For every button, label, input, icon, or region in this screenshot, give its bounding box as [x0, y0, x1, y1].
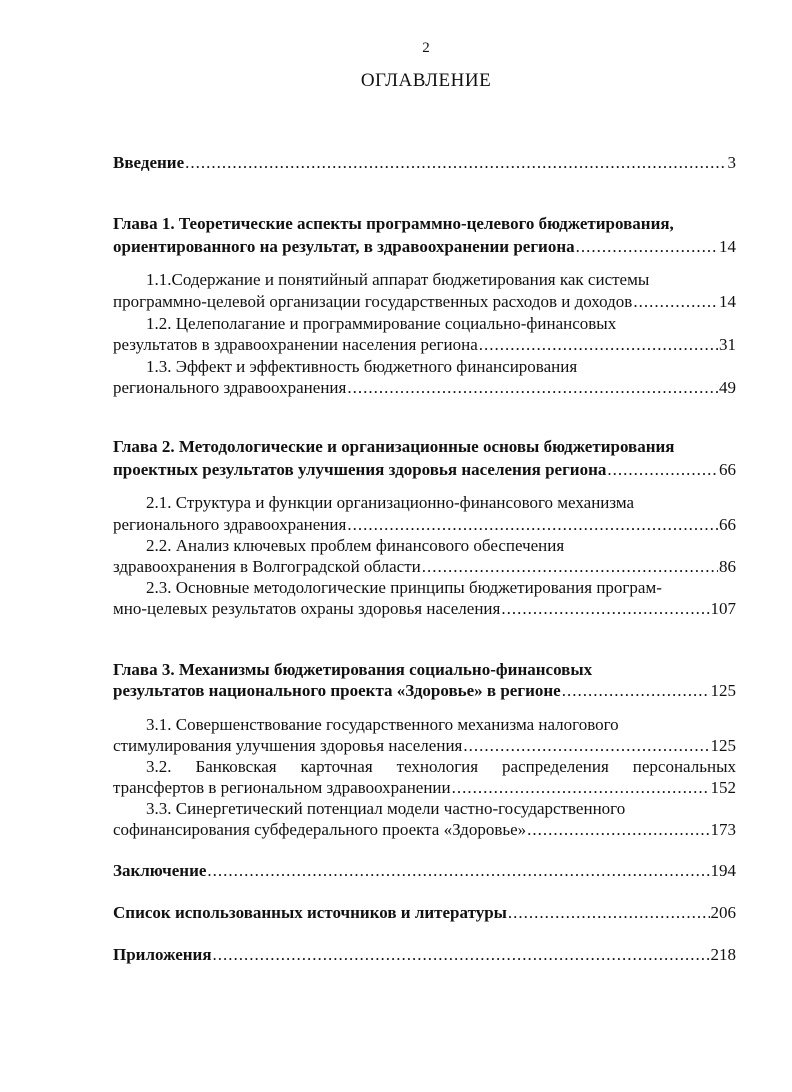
toc-entry-label: Введение [113, 153, 185, 172]
toc-entry-section-3-3 [113, 819, 736, 841]
toc-entry-label: программно-целевой организации государственных расходов и доходов [113, 292, 633, 311]
toc-page-number: 152 [710, 778, 736, 797]
section-1-1-line1: 1.1.Содержание и понятийный аппарат бюджетирования как системы [146, 270, 650, 289]
leader-dots [479, 334, 718, 356]
page-title: ОГЛАВЛЕНИЕ [360, 70, 492, 91]
toc-page-number: 66 [719, 460, 736, 479]
toc-entry-label: Список использованных источников и литературы [113, 903, 507, 922]
chapter-2-heading-line1: Глава 2. Методологические и организационные основы бюджетирования [113, 437, 675, 456]
leader-dots [527, 819, 709, 841]
leader-dots [422, 556, 718, 578]
toc-entry-section-3-2 [113, 777, 736, 799]
toc-entry-section-2-3 [113, 598, 736, 620]
toc-page-number: 66 [719, 515, 736, 534]
toc-entry-section-1-2 [113, 334, 736, 356]
leader-dots [347, 514, 718, 536]
toc-page-number: 125 [710, 681, 736, 700]
section-1-3-line1: 1.3. Эффект и эффективность бюджетного финансирования [146, 357, 578, 376]
toc-page-number: 14 [719, 237, 736, 256]
toc-entry-label: Заключение [113, 861, 207, 880]
toc-entry-label: здравоохранения в Волгоградской области [113, 557, 421, 576]
section-2-2-line1: 2.2. Анализ ключевых проблем финансового обеспечения [146, 536, 565, 555]
leader-dots [463, 735, 709, 757]
toc-page-number: 31 [719, 335, 736, 354]
toc-page-number: 107 [710, 599, 736, 618]
toc-entry-conclusion [113, 860, 736, 882]
toc-page-number: 206 [710, 903, 736, 922]
toc-entry-references [113, 902, 736, 924]
section-3-1-line1: 3.1. Совершенствование государственного механизма налогового [146, 715, 619, 734]
toc-entry-label: регионального здравоохранения [113, 515, 347, 534]
leader-dots [213, 944, 710, 966]
page-number: 2 [422, 40, 430, 56]
toc-page-number: 218 [710, 945, 736, 964]
toc-entry-appendices [113, 944, 736, 966]
section-3-3-line1: 3.3. Синергетический потенциал модели частно-государственного [146, 799, 626, 818]
toc-entry-label: Приложения [113, 945, 212, 964]
leader-dots [576, 236, 718, 258]
section-3-2-line1: 3.2. Банковская карточная технология распределения персональных [146, 757, 736, 776]
toc-entry-section-1-3 [113, 377, 736, 399]
leader-dots [452, 777, 710, 799]
toc-entry-label: трансфертов в региональном здравоохранении [113, 778, 451, 797]
toc-page-number: 49 [719, 378, 736, 397]
toc-page-number: 86 [719, 557, 736, 576]
toc-entry-label: мно-целевых результатов охраны здоровья населения [113, 599, 501, 618]
section-2-3-line1: 2.3. Основные методологические принципы бюджетирования програм- [146, 578, 662, 597]
toc-page-number: 173 [710, 820, 736, 839]
toc-entry-label: софинансирования субфедерального проекта «Здоровье» [113, 820, 527, 839]
toc-entry-label: результатов национального проекта «Здоровье» в регионе [113, 681, 561, 700]
toc-entry-label: регионального здравоохранения [113, 378, 347, 397]
toc-entry-intro [113, 152, 736, 174]
toc-entry-label: стимулирования улучшения здоровья населения [113, 736, 463, 755]
leader-dots [562, 680, 710, 702]
chapter-1-heading-line1: Глава 1. Теоретические аспекты программно-целевого бюджетирования, [113, 214, 674, 233]
toc-entry-section-1-1 [113, 291, 736, 313]
leader-dots [501, 598, 709, 620]
leader-dots [508, 902, 710, 924]
leader-dots [347, 377, 718, 399]
toc-entry-chapter-1 [113, 236, 736, 258]
toc-entry-section-2-2 [113, 556, 736, 578]
section-2-1-line1: 2.1. Структура и функции организационно-финансового механизма [146, 493, 635, 512]
toc-page-number: 194 [710, 861, 736, 880]
chapter-3-heading-line1: Глава 3. Механизмы бюджетирования социально-финансовых [113, 660, 593, 679]
toc-entry-section-3-1 [113, 735, 736, 757]
toc-page-number: 3 [727, 153, 736, 172]
leader-dots [633, 291, 718, 313]
toc-entry-chapter-3 [113, 680, 736, 702]
toc-page-number: 14 [719, 292, 736, 311]
toc-entry-label: проектных результатов улучшения здоровья населения региона [113, 460, 607, 479]
toc-entry-label: результатов в здравоохранении населения региона [113, 335, 478, 354]
toc-entry-label: ориентированного на результат, в здравоохранении региона [113, 237, 575, 256]
leader-dots [607, 459, 718, 481]
leader-dots [185, 152, 726, 174]
leader-dots [207, 860, 709, 882]
section-1-2-line1: 1.2. Целеполагание и программирование социально-финансовых [146, 314, 617, 333]
toc-entry-section-2-1 [113, 514, 736, 536]
toc-entry-chapter-2 [113, 459, 736, 481]
toc-page-number: 125 [710, 736, 736, 755]
